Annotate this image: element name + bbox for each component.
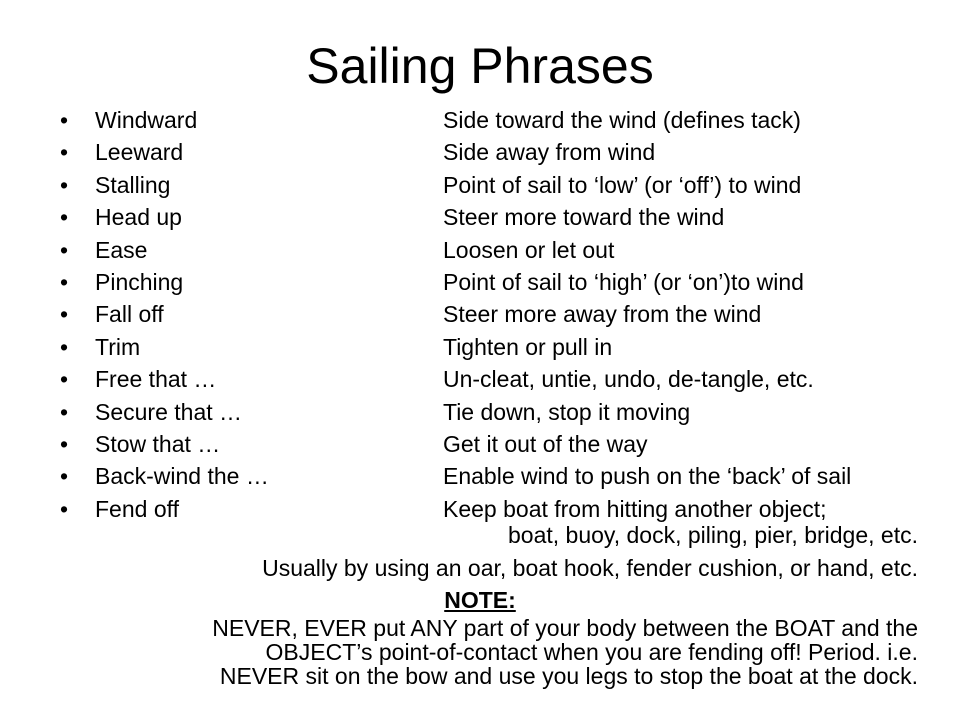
bullet-icon: • (60, 139, 69, 166)
phrase-definition: Steer more toward the wind (443, 204, 725, 231)
phrase-definition: Point of sail to ‘high’ (or ‘on’)to wind (443, 268, 804, 295)
phrase-row (0, 266, 960, 298)
phrase-row (0, 234, 960, 266)
phrase-row (0, 396, 960, 428)
phrase-row (0, 136, 960, 168)
phrase-row (0, 460, 960, 492)
slide-title: Sailing Phrases (306, 38, 654, 94)
note-line: NEVER, EVER put ANY part of your body between the BOAT and the (212, 615, 918, 641)
phrase-definition: Steer more away from the wind (443, 301, 762, 328)
phrase-term: Windward (95, 107, 198, 133)
phrase-term: Stow that … (95, 430, 221, 457)
phrase-term: Ease (95, 236, 148, 263)
phrase-term: Leeward (95, 139, 184, 166)
bullet-icon: • (60, 495, 69, 522)
phrase-term: Back-wind the … (95, 463, 269, 490)
phrase-term: Pinching (95, 268, 184, 295)
bullet-icon: • (60, 398, 69, 425)
note-warning (58, 616, 918, 688)
fend-off-method: Usually by using an oar, boat hook, fender cushion, or hand, etc. (262, 555, 918, 581)
phrase-list (0, 104, 960, 525)
phrase-row (0, 331, 960, 363)
note-line: OBJECT’s point-of-contact when you are fending off! Period. i.e. (265, 639, 918, 665)
phrase-term: Trim (95, 333, 141, 360)
phrase-definition: Keep boat from hitting another object; (443, 495, 827, 522)
bullet-icon: • (60, 301, 69, 328)
phrase-term: Fall off (95, 301, 164, 328)
phrase-term: Free that … (95, 366, 217, 393)
phrase-definition: Loosen or let out (443, 236, 615, 263)
bullet-icon: • (60, 171, 69, 198)
phrase-row (0, 428, 960, 460)
bullet-icon: • (60, 366, 69, 393)
phrase-definition: Tie down, stop it moving (443, 398, 691, 425)
phrase-row (0, 298, 960, 330)
phrase-definition: Point of sail to ‘low’ (or ‘off’) to wind (443, 171, 802, 198)
bullet-icon: • (60, 204, 69, 231)
phrase-row (0, 104, 960, 136)
phrase-row (0, 169, 960, 201)
phrase-definition: Enable wind to push on the ‘back’ of sail (443, 463, 852, 490)
phrase-definition: Side toward the wind (defines tack) (443, 107, 801, 133)
phrase-definition: Un-cleat, untie, undo, de-tangle, etc. (443, 366, 814, 393)
phrase-term: Secure that … (95, 398, 243, 425)
phrase-term: Head up (95, 204, 182, 231)
bullet-icon: • (60, 430, 69, 457)
phrase-row (0, 363, 960, 395)
bullet-icon: • (60, 236, 69, 263)
bullet-icon: • (60, 268, 69, 295)
phrase-definition: Side away from wind (443, 139, 656, 166)
bullet-icon: • (60, 333, 69, 360)
phrase-row (0, 201, 960, 233)
fend-off-examples: boat, buoy, dock, piling, pier, bridge, etc. (508, 522, 918, 548)
phrase-definition: Tighten or pull in (443, 333, 613, 360)
note-heading: NOTE: (444, 587, 516, 613)
note-line: NEVER sit on the bow and use you legs to stop the boat at the dock. (219, 663, 918, 689)
phrase-term: Fend off (95, 495, 179, 522)
phrase-term: Stalling (95, 171, 171, 198)
bullet-icon: • (60, 107, 69, 133)
phrase-definition: Get it out of the way (443, 430, 648, 457)
bullet-icon: • (60, 463, 69, 490)
